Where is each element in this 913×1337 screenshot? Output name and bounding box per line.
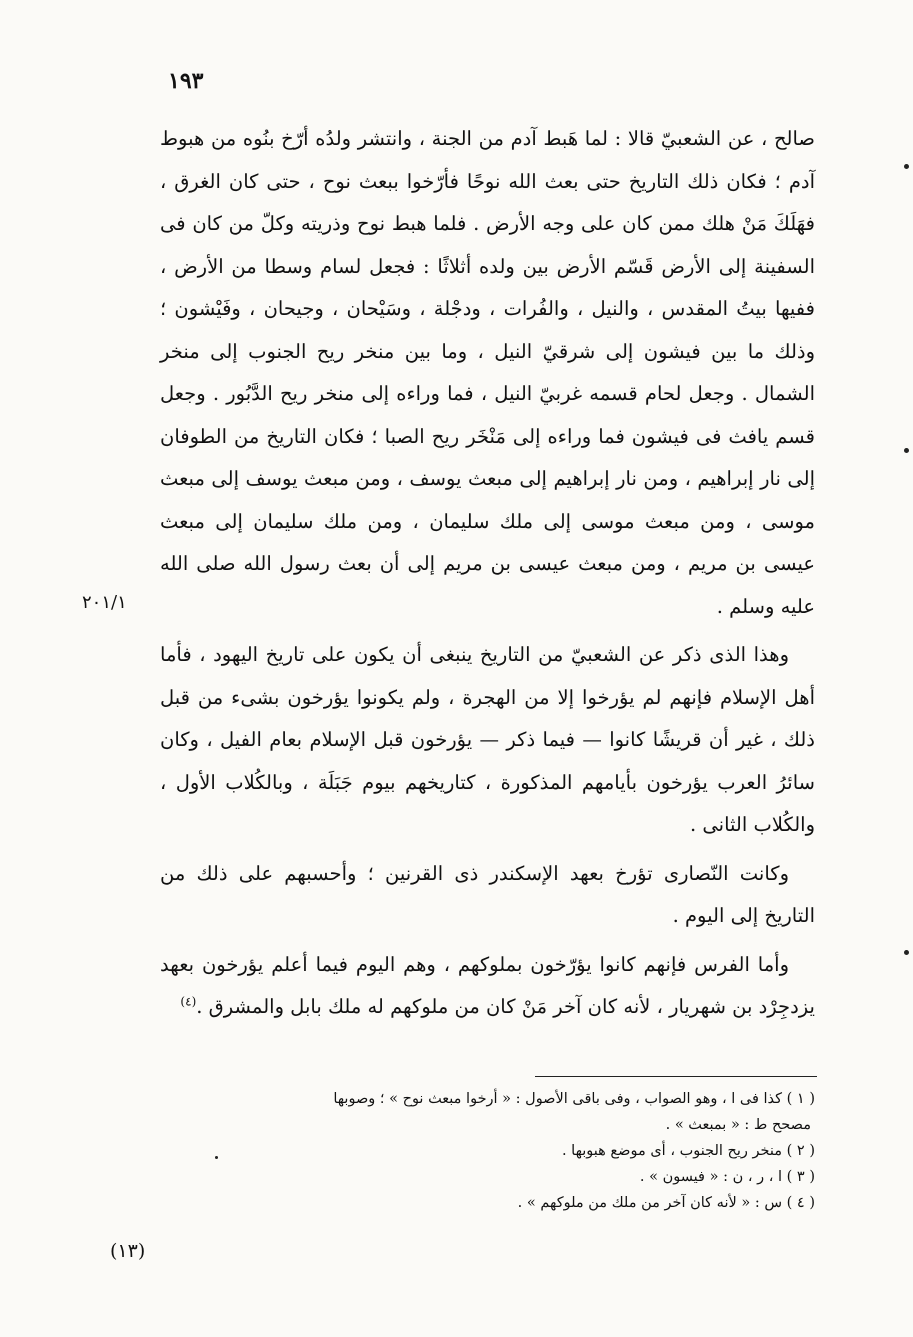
paragraph-1: صالح ، عن الشعبيّ قالا : لما هَبط آدم من الجنة ، وانتشر ولدُه أرّخ بنُوه من هبوط آدم ؛ فكان ذلك التاريخ حتى بعث الله نوحًا فأرّخوا ببعث نوح ، حتى كان الغرق ، فهَلَكَ مَنْ هلك ممن كان على وجه الأرض . فلما هبط نوح وذريته وكلّ من كان فى السفينة إلى الأرض قَسّم الأرض بين ولده أثلاثًا : فجعل لسام وسطا من الأرض ، ففيها بيتُ المقدس ، والنيل ، والفُرات ، ودجْلة ، وسَيْحان ، وجيحان ، وفَيْشون ؛ وذلك ما بين فيشون إلى شرقيّ النيل ، وما بين منخر ريح الجنوب إلى منخر الشمال . وجعل لحام قسمه غربيّ النيل ، فما وراءه إلى منخر ريح الدَّبُور . وجعل قسم يافث فى فيشون فما وراءه إلى مَنْخَر ريح الصبا ؛ فكان التاريخ من الطوفان إلى نار إبراهيم ، ومن نار إبراهيم إلى مبعث يوسف ، ومن مبعث يوسف إلى مبعث موسى ، ومن مبعث موسى إلى ملك سليمان ، ومن ملك سليمان إلى مبعث عيسى بن مريم ، ومن مبعث عيسى بن مريم إلى أن بعث رسول الله صلى الله عليه وسلم . (160, 127, 815, 618)
footnote-2: ( ٢ ) منخر ريح الجنوب ، أى موضع هبوبها . (561, 1143, 815, 1159)
paragraph-4 (160, 944, 815, 1029)
page-number: ١٩٣ (168, 68, 204, 94)
paragraph-3: وكانت النّصارى تؤرخ بعهد الإسكندر ذى القرنين ؛ وأحسبهم على ذلك من التاريخ إلى اليوم . (160, 861, 815, 927)
footnotes (160, 1086, 815, 1216)
footnote-1-continued: مصحح ط : « بمبعث » . (665, 1117, 811, 1133)
footnote-3: ( ٣ ) ا ، ر ، ن : « فيسون » . (639, 1169, 815, 1185)
paragraph-4-text: وأما الفرس فإنهم كانوا يؤرّخون بملوكهم ، وهم اليوم فيما أعلم يؤرخون بعهد يزدجِرْد بن شهريار ، لأنه كان آخر مَنْ كان من ملوكهم له ملك بابل والمشرق . (160, 952, 815, 1018)
sheet-number: (١٣) (110, 1240, 146, 1262)
margin-dot (904, 164, 909, 169)
footnote-rule (535, 1076, 817, 1077)
margin-dot (904, 950, 909, 955)
margin-dot (904, 448, 909, 453)
paragraph-2: وهذا الذى ذكر عن الشعبيّ من التاريخ ينبغى أن يكون على تاريخ اليهود ، فأما أهل الإسلام فإنهم لم يؤرخوا إلا من الهجرة ، ولم يكونوا يؤرخون بشىء من قبل ذلك ، غير أن قريشًا كانوا — فيما ذكر — يؤرخون قبل الإسلام بعام الفيل ، وكان سائرُ العرب يؤرخون بأيامهم المذكورة ، كتاريخهم بيوم جَبَلَة ، وبالكُلاب الأول ، والكُلاب الثانى . (160, 643, 815, 836)
footnote-4: ( ٤ ) س : « لأنه كان آخر من ملك من ملوكهم » . (517, 1195, 815, 1211)
footnote-1: ( ١ ) كذا فى ا ، وهو الصواب ، وفى باقى الأصول : « أرخوا مبعث نوح » ؛ وصوبها (333, 1091, 815, 1107)
margin-reference: ٢٠١/١ (82, 592, 127, 613)
footnote-marker-4: (٤) (180, 994, 197, 1009)
body-text (160, 118, 815, 1029)
